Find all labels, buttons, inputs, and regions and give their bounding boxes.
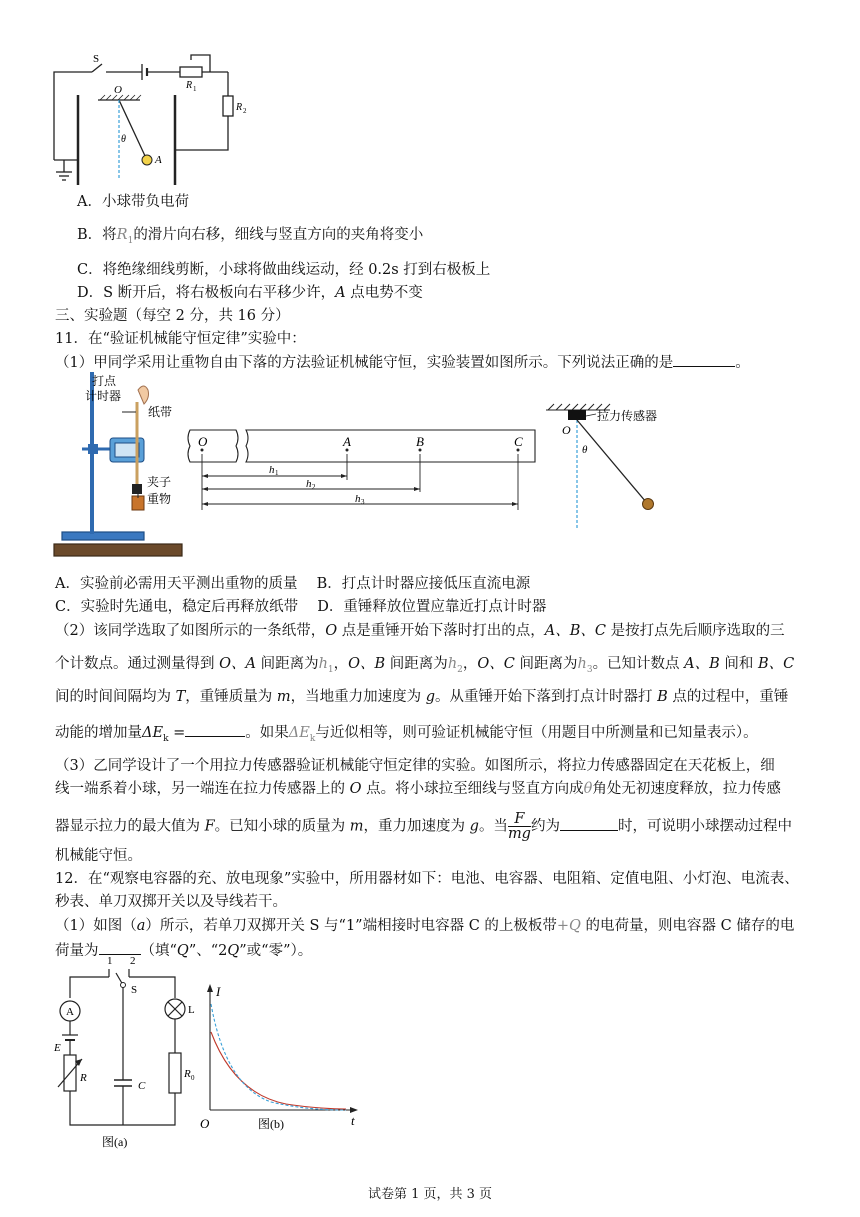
h2-label: h [306,478,312,490]
ammeter-label: A [66,1006,74,1018]
capacitor-label: C [138,1080,146,1092]
q11-part2-line1: （2）该同学选取了如图所示的一条纸带，O 点是重锤开始下落时打出的点，A、B、C 是按打点先后顺序选取的三 [55,623,785,639]
q11-title: 11．在“验证机械能守恒定律”实验中： [55,331,306,347]
q10-option-d: D．S 断开后，将右极板向右平移少许，A 点电势不变 [77,285,423,301]
q11-part2-line4: 动能的增加量$\Delta E_k$ = 。如果$\Delta E_k$与近似相等，则可验证机械能守恒（用题目中所测量和已知量表示）。 [55,722,758,748]
q11-apparatus-figure [52,372,187,567]
r0-sub: 0 [191,1074,195,1082]
q12-title-line1: 12．在“观察电容器的充、放电现象”实验中，所用器材如下：电池、电容器、电阻箱、定值电阻、小灯泡、电流表、 [55,871,799,887]
q11-part3-line2: 线一端系着小球，另一端连在拉力传感器上的 O 点。将小球拉至细线与竖直方向成θ角处无初速度释放，拉力传感 [55,781,781,797]
q11-part3-line4: 机械能守恒。 [55,848,142,864]
q11-choices-line2: C．实验时先通电，稳定后再释放纸带 D．重锤释放位置应靠近打点计时器 [55,599,547,615]
axis-i-label: I [216,984,221,999]
figure-b-caption: 图(b) [258,1117,284,1131]
q12-figure-a-circuit [52,955,195,1160]
axis-origin-label: O [200,1116,210,1131]
q12-part1-line1: （1）如图（a）所示，若单刀双掷开关 S 与“1”端相接时电容器 C 的上极板带+Q 的电荷量，则电容器 C 储存的电 [55,918,795,934]
q11-part3-line1: （3）乙同学设计了一个用拉力传感器验证机械能守恒定律的实验。如图所示，将拉力传感器固定在天花板上，细 [55,758,775,774]
r2-label: R [236,102,243,113]
q11-force-sensor-figure [540,400,690,530]
ball-label: A [155,154,162,166]
sensor-pivot-label: O [562,423,571,437]
q12-figure-b-graph [196,982,361,1132]
f-over-mg-fraction: $\frac{F}{mg}$ [507,811,531,842]
q11-part2-line2: 个计数点。通过测量得到 O、A 间距离为$h_1$，O、B 间距离为$h_2$，O、C 间距离为$h_3$。已知计数点 A、B 间和 B、C [55,656,795,675]
timer-label-2: 计时器 [85,389,122,403]
page-footer: 试卷第 1 页，共 3 页 [367,1187,493,1202]
r1-label: R [186,80,193,91]
tape-label: 纸带 [148,405,173,419]
switch-terminal-2: 2 [130,955,136,967]
axis-t-label: t [351,1113,355,1128]
r0-label: R [184,1068,191,1080]
emf-label: E [54,1042,61,1054]
tape-point-b: B [416,434,424,449]
q11-part3-line3: 器显示拉力的最大值为 F。已知小球的质量为 m，重力加速度为 g。当 $\frac{F}{mg}$ 约为 时，可说明小球摆动过程中 [55,811,792,842]
q11-part2-line3: 间的时间间隔均为 T，重锤质量为 m，当地重力加速度为 g。从重锤开始下落到打点计时器打 B 点的过程中，重锤 [55,689,789,705]
timer-label-1: 打点 [92,374,117,388]
h3-label: h [355,493,361,505]
angle-label: θ [121,134,126,145]
q11-paper-tape-figure [180,430,540,520]
tape-point-a: A [343,434,351,449]
h1-sub: 1 [275,469,279,477]
q11-part1: （1）甲同学采用让重物自由下落的方法验证机械能守恒，实验装置如图所示。下列说法正确的是 。 [55,352,750,372]
switch-s-label: S [131,984,138,996]
sensor-angle-label: θ [582,444,588,456]
h1-label: h [269,464,275,476]
switch-label: S [93,53,100,65]
sensor-label: 拉力传感器 [597,409,658,423]
q11-choices-line1: A．实验前必需用天平测出重物的质量 B．打点计时器应接低压直流电源 [55,576,531,592]
figure-a-caption: 图(a) [102,1135,128,1149]
pivot-label: O [114,84,122,96]
clip-label: 夹子 [147,475,172,489]
h2-sub: 2 [312,483,316,491]
q10-option-c: C．将绝缘细线剪断，小球将做曲线运动，经 0.2s 打到右极板上 [77,262,491,278]
q10-circuit-diagram [50,50,260,185]
h3-sub: 3 [361,498,365,506]
weight-label: 重物 [147,492,172,506]
q10-option-a: A．小球带负电荷 [77,194,189,210]
tape-point-c: C [514,434,523,449]
section-3-heading: 三、实验题（每空 2 分，共 16 分） [55,308,290,324]
lamp-label: L [188,1004,195,1016]
q10-option-b: B．将$R_1$的滑片向右移，细线与竖直方向的夹角将变小 [77,227,424,246]
r2-sub: 2 [243,107,247,115]
switch-terminal-1: 1 [107,955,113,967]
tape-point-o: O [198,434,208,449]
q12-title-line2: 秒表、单刀双掷开关以及导线若干。 [55,894,287,910]
r1-sub: 1 [193,85,197,93]
q12-part1-line2: 荷量为 （填“Q”、“2Q”或“零”）。 [55,940,312,960]
rheostat-label: R [80,1072,87,1084]
